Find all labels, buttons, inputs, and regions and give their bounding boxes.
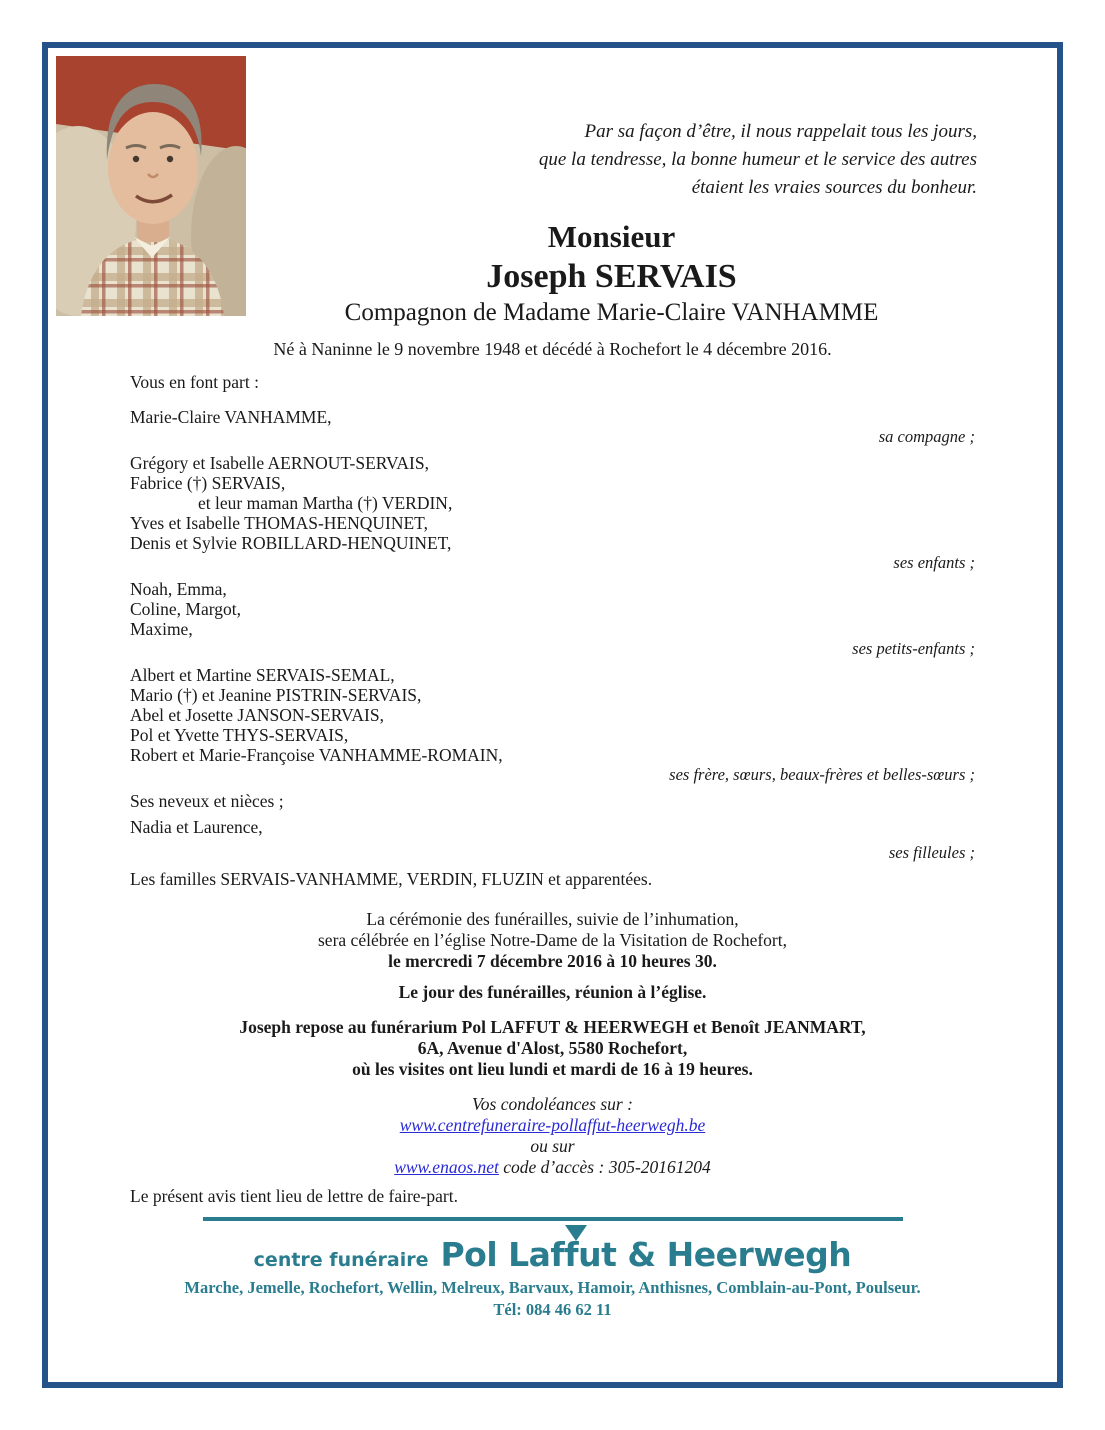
- brand-row: [48, 1235, 1057, 1274]
- family-line: ses filleules ;: [888, 843, 975, 862]
- family-line: Mario (†) et Jeanine PISTRIN-SERVAIS,: [130, 685, 422, 705]
- family-line: Coline, Margot,: [130, 599, 241, 619]
- family-line: Noah, Emma,: [130, 579, 227, 599]
- relationship-line: Compagnon de Madame Marie-Claire VANHAMME: [344, 299, 879, 326]
- phone-line: Tél: 084 46 62 11: [493, 1300, 612, 1319]
- family-line: et leur maman Martha (†) VERDIN,: [198, 493, 453, 513]
- logo-triangle-icon: [565, 1225, 587, 1241]
- family-line: Abel et Josette JANSON-SERVAIS,: [130, 705, 384, 725]
- announcement-page: [48, 48, 1057, 1382]
- condolences-link-1[interactable]: www.centrefuneraire-pollaffut-heerwegh.be: [399, 1115, 706, 1135]
- family-list: [48, 407, 1057, 889]
- family-line: Fabrice (†) SERVAIS,: [130, 473, 286, 493]
- quote-line: que la tendresse, la bonne humeur et le service des autres: [538, 149, 977, 170]
- title-monsieur: Monsieur: [547, 219, 676, 254]
- locations-line: Marche, Jemelle, Rochefort, Wellin, Melreux, Barvaux, Hamoir, Anthisnes, Comblain-au-Pont, Poulseur.: [184, 1278, 921, 1297]
- brand-name: Pol Laffut & Heerwegh: [440, 1235, 852, 1274]
- condolences-or: ou sur: [530, 1136, 575, 1156]
- deceased-name: Joseph SERVAIS: [486, 258, 737, 295]
- memorial-quote: [246, 118, 977, 202]
- funeral-home-section: [48, 1017, 1057, 1080]
- funeral-home-logo-block: [48, 1217, 1057, 1320]
- footer-divider-line: [203, 1217, 903, 1221]
- ceremony-line: La cérémonie des funérailles, suivie de l’inhumation,: [366, 909, 739, 929]
- family-line: sa compagne ;: [878, 427, 975, 446]
- faire-part-notice: Le présent avis tient lieu de lettre de faire-part.: [130, 1186, 458, 1206]
- family-line: Nadia et Laurence,: [130, 817, 263, 837]
- family-line: ses enfants ;: [893, 553, 975, 572]
- ceremony-line: sera célébrée en l’église Notre-Dame de la Visitation de Rochefort,: [318, 930, 787, 950]
- family-line: Robert et Marie-Françoise VANHAMME-ROMAIN,: [130, 745, 503, 765]
- funeral-home-line: Joseph repose au funérarium Pol LAFFUT & HEERWEGH et Benoît JEANMART,: [239, 1017, 866, 1037]
- family-line: ses petits-enfants ;: [852, 639, 975, 658]
- condolences-link-2[interactable]: www.enaos.net: [394, 1157, 499, 1177]
- family-line: Maxime,: [130, 619, 193, 639]
- portrait-photo: [56, 56, 246, 316]
- page-border-frame: [42, 42, 1063, 1388]
- intro-line: Vous en font part :: [130, 372, 259, 392]
- family-line: Marie-Claire VANHAMME,: [130, 407, 332, 427]
- ceremony-section: [48, 909, 1057, 1003]
- birth-death-line: Né à Naninne le 9 novembre 1948 et décédé à Rochefort le 4 décembre 2016.: [273, 339, 832, 359]
- family-line: Les familles SERVAIS-VANHAMME, VERDIN, FLUZIN et apparentées.: [130, 869, 653, 889]
- ceremony-line: le mercredi 7 décembre 2016 à 10 heures 30.: [388, 951, 717, 971]
- header-text-column: [246, 56, 1057, 328]
- header-section: [48, 48, 1057, 328]
- condolences-section: [48, 1094, 1057, 1178]
- funeral-home-line: 6A, Avenue d'Alost, 5580 Rochefort,: [417, 1038, 688, 1058]
- family-line: ses frère, sœurs, beaux-frères et belles-sœurs ;: [669, 765, 975, 784]
- quote-line: étaient les vraies sources du bonheur.: [691, 177, 977, 198]
- brand-prefix: centre funéraire: [253, 1249, 429, 1271]
- quote-line: Par sa façon d’être, il nous rappelait tous les jours,: [584, 121, 977, 142]
- family-line: Albert et Martine SERVAIS-SEMAL,: [130, 665, 395, 685]
- access-code: code d’accès : 305-20161204: [498, 1157, 711, 1177]
- family-line: Yves et Isabelle THOMAS-HENQUINET,: [130, 513, 428, 533]
- condolences-heading: Vos condoléances sur :: [472, 1094, 633, 1114]
- family-line: Ses neveux et nièces ;: [130, 791, 284, 811]
- family-line: Pol et Yvette THYS-SERVAIS,: [130, 725, 349, 745]
- family-line: Denis et Sylvie ROBILLARD-HENQUINET,: [130, 533, 452, 553]
- family-line: Grégory et Isabelle AERNOUT-SERVAIS,: [130, 453, 429, 473]
- ceremony-line: Le jour des funérailles, réunion à l’église.: [398, 982, 707, 1002]
- funeral-home-line: où les visites ont lieu lundi et mardi de 16 à 19 heures.: [352, 1059, 753, 1079]
